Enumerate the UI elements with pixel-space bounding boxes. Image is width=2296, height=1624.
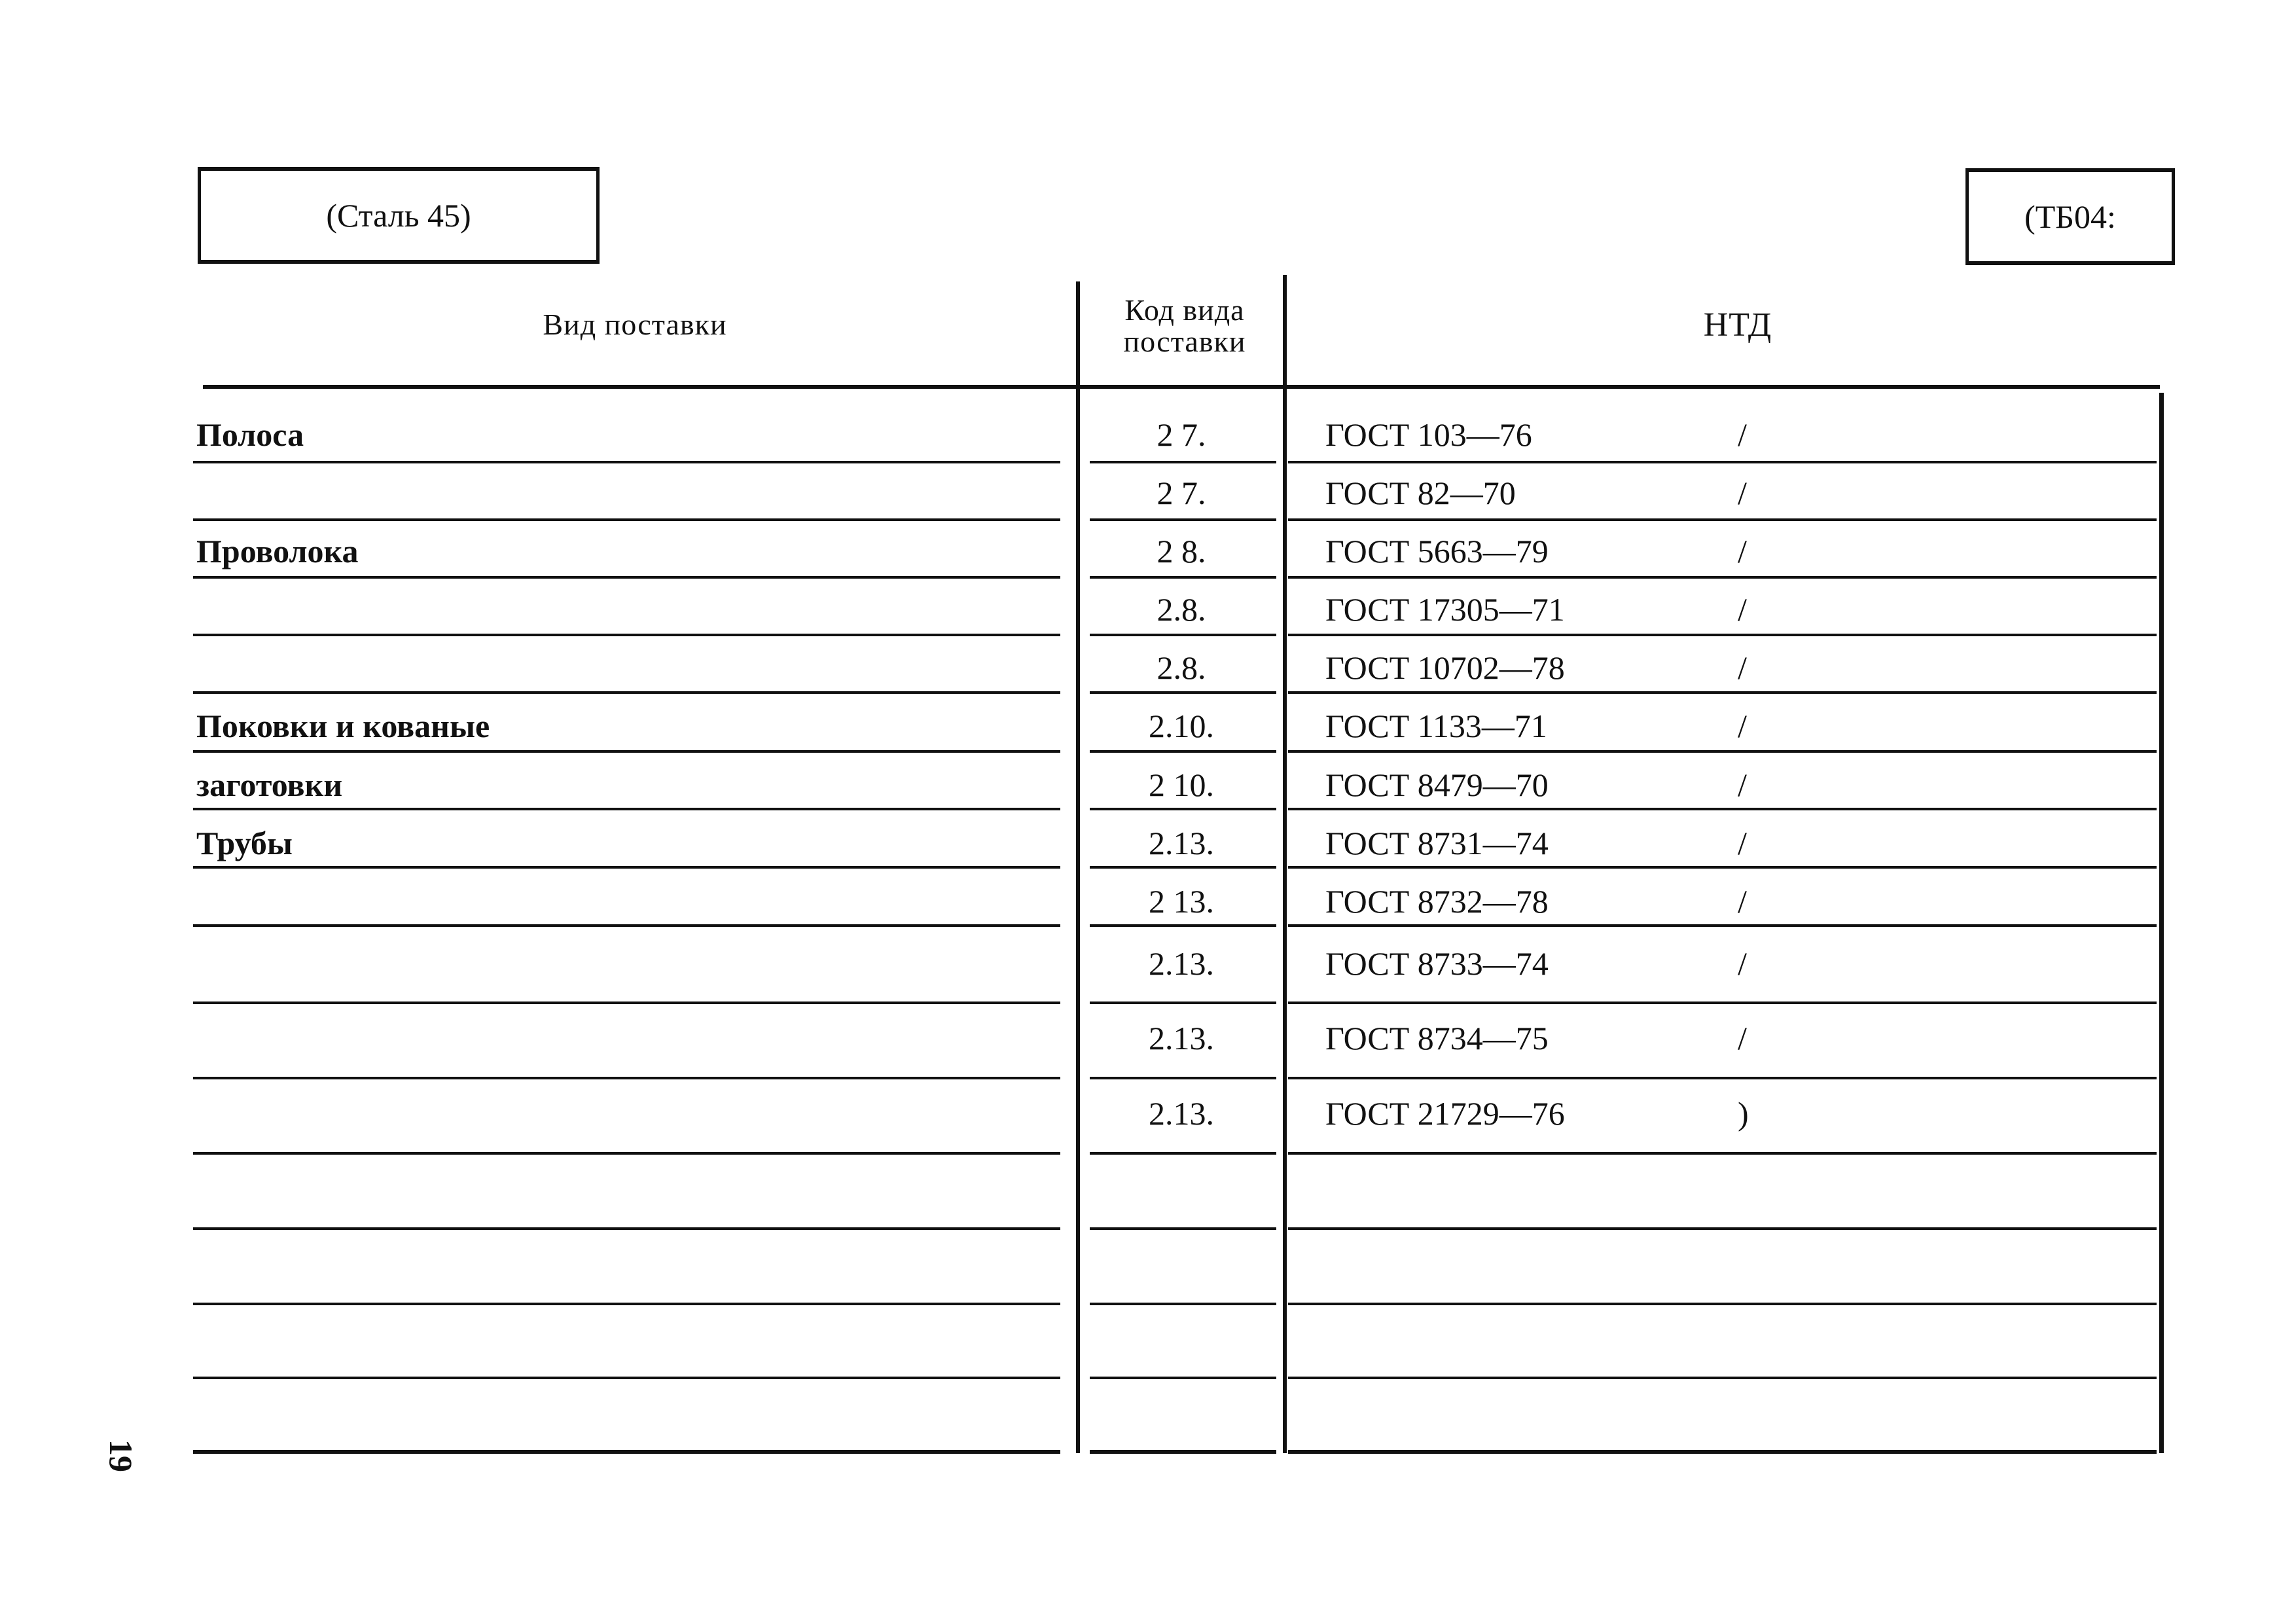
column-header-vid: Вид поставки xyxy=(543,308,727,341)
row-rule xyxy=(1288,1227,2157,1230)
table-cell-code: 2 7. xyxy=(1157,475,1206,511)
row-rule xyxy=(1090,518,1276,521)
column-header-ntd: НТД xyxy=(1703,306,1772,344)
row-rule xyxy=(193,1152,1060,1155)
row-rule xyxy=(1090,1303,1276,1305)
table-cell-name: Полоса xyxy=(196,416,304,453)
row-rule xyxy=(193,461,1060,463)
table-cell-name: заготовки xyxy=(196,767,343,803)
row-rule xyxy=(193,750,1060,753)
material-box xyxy=(198,167,600,264)
row-rule xyxy=(1090,1377,1276,1379)
row-rule xyxy=(1288,1001,2157,1004)
row-rule xyxy=(1288,924,2157,927)
row-rule xyxy=(193,1303,1060,1305)
row-rule xyxy=(1090,691,1276,694)
table-cell-mark: / xyxy=(1738,533,1747,569)
table-cell-code: 2 10. xyxy=(1149,767,1214,803)
row-rule xyxy=(1090,1227,1276,1230)
table-cell-mark: / xyxy=(1738,649,1747,686)
row-rule xyxy=(1288,808,2157,810)
row-rule xyxy=(1288,1303,2157,1305)
table-cell-mark: / xyxy=(1738,825,1747,861)
table-cell-ntd: ГОСТ 1133—71 xyxy=(1325,708,1547,744)
table-cell-ntd: ГОСТ 8734—75 xyxy=(1325,1020,1549,1056)
table-cell-ntd: ГОСТ 17305—71 xyxy=(1325,591,1565,628)
row-rule xyxy=(1090,924,1276,927)
table-cell-code: 2.8. xyxy=(1157,591,1206,628)
table-cell-ntd: ГОСТ 8731—74 xyxy=(1325,825,1549,861)
table-cell-code: 2.13. xyxy=(1149,1020,1214,1056)
table-cell-mark: / xyxy=(1738,945,1747,982)
row-rule xyxy=(1288,518,2157,521)
row-rule xyxy=(193,634,1060,636)
column-header-kod: Код вида поставки xyxy=(1123,293,1246,359)
table-cell-ntd: ГОСТ 10702—78 xyxy=(1325,649,1565,686)
row-rule xyxy=(1288,750,2157,753)
table-cell-code: 2 7. xyxy=(1157,416,1206,453)
table-cell-ntd: ГОСТ 8479—70 xyxy=(1325,767,1549,803)
row-rule xyxy=(1288,1077,2157,1079)
row-rule xyxy=(1288,576,2157,579)
row-rule xyxy=(193,691,1060,694)
table-cell-name: Поковки и кованые xyxy=(196,708,490,744)
table-cell-name: Трубы xyxy=(196,825,293,861)
table-cell-code: 2 8. xyxy=(1157,533,1206,569)
row-rule xyxy=(1288,461,2157,463)
page-number: 19 xyxy=(103,1439,139,1472)
row-rule xyxy=(1090,461,1276,463)
table-cell-mark: / xyxy=(1738,708,1747,744)
code-box xyxy=(1965,168,2175,265)
table-cell-ntd: ГОСТ 8732—78 xyxy=(1325,883,1549,920)
row-rule xyxy=(1090,866,1276,869)
table-cell-ntd: ГОСТ 5663—79 xyxy=(1325,533,1549,569)
row-rule xyxy=(1288,634,2157,636)
header-rule xyxy=(203,385,2160,389)
row-rule xyxy=(193,1001,1060,1004)
row-rule xyxy=(1090,1152,1276,1155)
table-cell-ntd: ГОСТ 103—76 xyxy=(1325,416,1532,453)
table-cell-mark: / xyxy=(1738,883,1747,920)
table-cell-mark: / xyxy=(1738,591,1747,628)
table-cell-code: 2.8. xyxy=(1157,649,1206,686)
row-rule xyxy=(193,576,1060,579)
row-rule xyxy=(193,1450,1060,1454)
row-rule xyxy=(1288,1450,2157,1454)
table-cell-code: 2.13. xyxy=(1149,825,1214,861)
table-cell-name: Проволока xyxy=(196,533,359,569)
row-rule xyxy=(193,1077,1060,1079)
code-box-label: (ТБ04: xyxy=(2024,198,2116,235)
row-rule xyxy=(1090,576,1276,579)
row-rule xyxy=(1090,1450,1276,1454)
row-rule xyxy=(1288,691,2157,694)
table-cell-code: 2 13. xyxy=(1149,883,1214,920)
row-rule xyxy=(193,1227,1060,1230)
table-cell-ntd: ГОСТ 21729—76 xyxy=(1325,1095,1565,1132)
row-rule xyxy=(1288,1152,2157,1155)
table-cell-mark: / xyxy=(1738,416,1747,453)
row-rule xyxy=(1090,1077,1276,1079)
table-cell-mark: ) xyxy=(1738,1095,1749,1132)
table-right-border xyxy=(2159,393,2164,1453)
row-rule xyxy=(1090,634,1276,636)
row-rule xyxy=(1288,1377,2157,1379)
table-cell-ntd: ГОСТ 82—70 xyxy=(1325,475,1516,511)
row-rule xyxy=(193,808,1060,810)
column-divider-2 xyxy=(1283,275,1287,1453)
table-cell-ntd: ГОСТ 8733—74 xyxy=(1325,945,1549,982)
row-rule xyxy=(1090,1001,1276,1004)
table-cell-code: 2.13. xyxy=(1149,1095,1214,1132)
row-rule xyxy=(193,866,1060,869)
table-cell-mark: / xyxy=(1738,1020,1747,1056)
row-rule xyxy=(1288,866,2157,869)
row-rule xyxy=(193,518,1060,521)
material-label: (Сталь 45) xyxy=(326,197,471,234)
row-rule xyxy=(193,924,1060,927)
row-rule xyxy=(1090,750,1276,753)
table-cell-mark: / xyxy=(1738,475,1747,511)
row-rule xyxy=(193,1377,1060,1379)
column-divider-1 xyxy=(1076,281,1080,1453)
table-cell-code: 2.10. xyxy=(1149,708,1214,744)
row-rule xyxy=(1090,808,1276,810)
table-cell-code: 2.13. xyxy=(1149,945,1214,982)
table-cell-mark: / xyxy=(1738,767,1747,803)
